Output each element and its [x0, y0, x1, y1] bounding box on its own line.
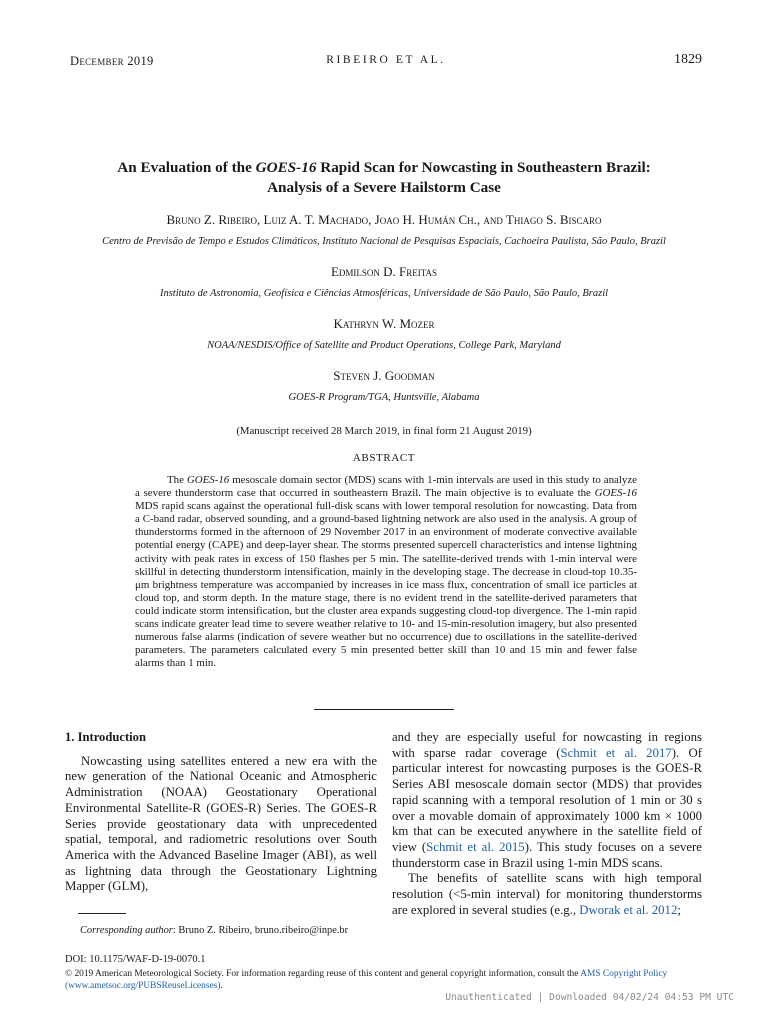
intro-paragraph-right-2 [392, 871, 702, 918]
running-authors: RIBEIRO ET AL. [326, 54, 446, 66]
text-run: ). Of particular interest for nowcasting purposes is the GOES-R Series ABI mesoscale domain sector (MDS) that provides rapid scanning with a temporal resolution of 1 min or 30 s over a movable domain of approximately 1000 km × 1000 km that can be executed anywhere in the satellite field of view ( [392, 745, 703, 854]
author-names-4: Steven J. Goodman [333, 368, 435, 383]
citation-link-schmit-2017[interactable]: Schmit et al. 2017 [560, 745, 672, 760]
manuscript-dates: (Manuscript received 28 March 2019, in final form 21 August 2019) [236, 425, 532, 437]
abstract-heading: ABSTRACT [352, 452, 416, 464]
text-run: ; [677, 902, 681, 917]
intro-paragraph-right-1 [392, 730, 702, 871]
citation-link-schmit-2015[interactable]: Schmit et al. 2015 [426, 839, 525, 854]
affiliation-2: Instituto de Astronomia, Geofísica e Ciências Atmosféricas, Universidade de São Paulo, São Paulo, Brazil [159, 288, 609, 299]
running-header [70, 54, 702, 70]
footnote-text: : Bruno Z. Ribeiro, bruno.ribeiro@inpe.br [172, 925, 349, 936]
abstract-text-2: MDS rapid scans against the operational full-disk scans with lower temporal resolution for nowcasting. Data from a C-band radar, observed sounding, and a ground-based lightning network are also used in the analysis. A group of thunderstorms formed in the afternoon of 29 November 2017 in an environment of moderate convective available potential energy (CAPE) and deep-layer shear. The storms presented supercell characteristics and intense lightning activity with peak rates in excess of 150 flashes per 5 min. The satellite-derived trends with 1-min interval were skillful in detecting thunderstorm intensification, mainly in the developing stage. The decrease in cloud-top 10.35-μm brightness temperature was accompanied by increases in ice mass flux, concentration of small ice particles at cloud top, and storm depth. In the mature stage, there is no evident trend in the satellite-derived parameters that could indicate storm intensification, but the cluster area expands suggesting cloud-top divergence. The 1-min rapid scans indicate greater lead time to severe weather relative to 10- and 15-min-resolution imagery, but also presented numerous false alarms (indication of severe weather but no occurrence) due to oscillations in the satellite-derived parameters. The parameters calculated every 5 min presented better skill than 10 and 15 min and fewer false alarms than 1 min. [135, 500, 637, 670]
text-run: and they are especially useful for nowcasting in regions with sparse radar coverage ( [392, 730, 702, 760]
title-part-1: An Evaluation of the [117, 159, 256, 176]
intro-paragraph-left: Nowcasting using satellites entered a new era with the new generation of the National Oceanic and Atmospheric Administration (NOAA) Geostationary Operational Environmental Satellite-R (GOES-R) Series. The GOES-R Series provide geostationary data with unprecedented spatial, temporal, and radiometric resolutions over South America with the Advanced Baseline Imager (ABI), as well as lightning data through the Geostationary Lightning Mapper (GLM), [65, 753, 377, 894]
affiliation-4: GOES-R Program/TGA, Huntsville, Alabama [288, 392, 480, 403]
author-names-3: Kathryn W. Mozer [333, 316, 435, 331]
page-number: 1829 [674, 52, 702, 67]
article-title [90, 158, 678, 198]
copyright-end: . [220, 981, 223, 991]
download-stamp: Unauthenticated | Downloaded 04/02/24 04:53 PM UTC [445, 992, 734, 1003]
corresponding-author-footnote [80, 925, 380, 936]
author-names-1: Bruno Z. Ribeiro, Luiz A. T. Machado, Joao H. Humán Ch., and Thiago S. Biscaro [166, 212, 602, 227]
copyright-policy-link[interactable]: AMS Copyright Policy (www.ametsoc.org/PUBSReuseLicenses) [65, 969, 668, 991]
abstract-lead: The [167, 474, 187, 486]
affiliation-1: Centro de Previsão de Tempo e Estudos Climáticos, Instituto Nacional de Pesquisas Espaciais, Cachoeira Paulista, São Paulo, Brazil [102, 236, 666, 247]
abstract-body [135, 474, 637, 670]
doi: DOI: 10.1175/WAF-D-19-0070.1 [65, 954, 206, 965]
abstract-italic-1: GOES-16 [186, 474, 230, 486]
text-run: The benefits of satellite scans with high temporal resolution (<5-min interval) for monitoring thunderstorms are explored in several studies (e.g., [392, 871, 702, 917]
left-column [65, 730, 377, 895]
section-divider [314, 709, 454, 710]
affiliation-3: NOAA/NESDIS/Office of Satellite and Product Operations, College Park, Maryland [207, 340, 561, 351]
section-heading: 1. Introduction [65, 730, 146, 744]
title-part-2: Rapid Scan for Nowcasting in Southeastern Brazil: Analysis of a Severe Hailstorm Case [267, 159, 651, 196]
copyright-text: © 2019 American Meteorological Society. For information regarding reuse of this content and general copyright information, consult the [65, 969, 581, 979]
abstract-text-1: mesoscale domain sector (MDS) scans with 1-min intervals are used in this study to analyze a severe thunderstorm case that occurred in southeastern Brazil. The main objective is to evaluate the [135, 474, 638, 500]
author-names-2: Edmilson D. Freitas [330, 264, 438, 279]
abstract-italic-2: GOES-16 [594, 487, 637, 500]
citation-link-dworak-2012[interactable]: Dworak et al. 2012 [579, 902, 678, 917]
title-italic: GOES-16 [255, 159, 317, 176]
right-column [392, 730, 702, 918]
footnote-rule [78, 913, 126, 914]
footnote-label: Corresponding author [80, 925, 173, 936]
issue-date: December 2019 [70, 54, 154, 68]
copyright-notice [65, 968, 705, 992]
text-run: ). This study focuses on a severe thunderstorm case in Brazil using 1-min MDS scans. [392, 839, 702, 870]
